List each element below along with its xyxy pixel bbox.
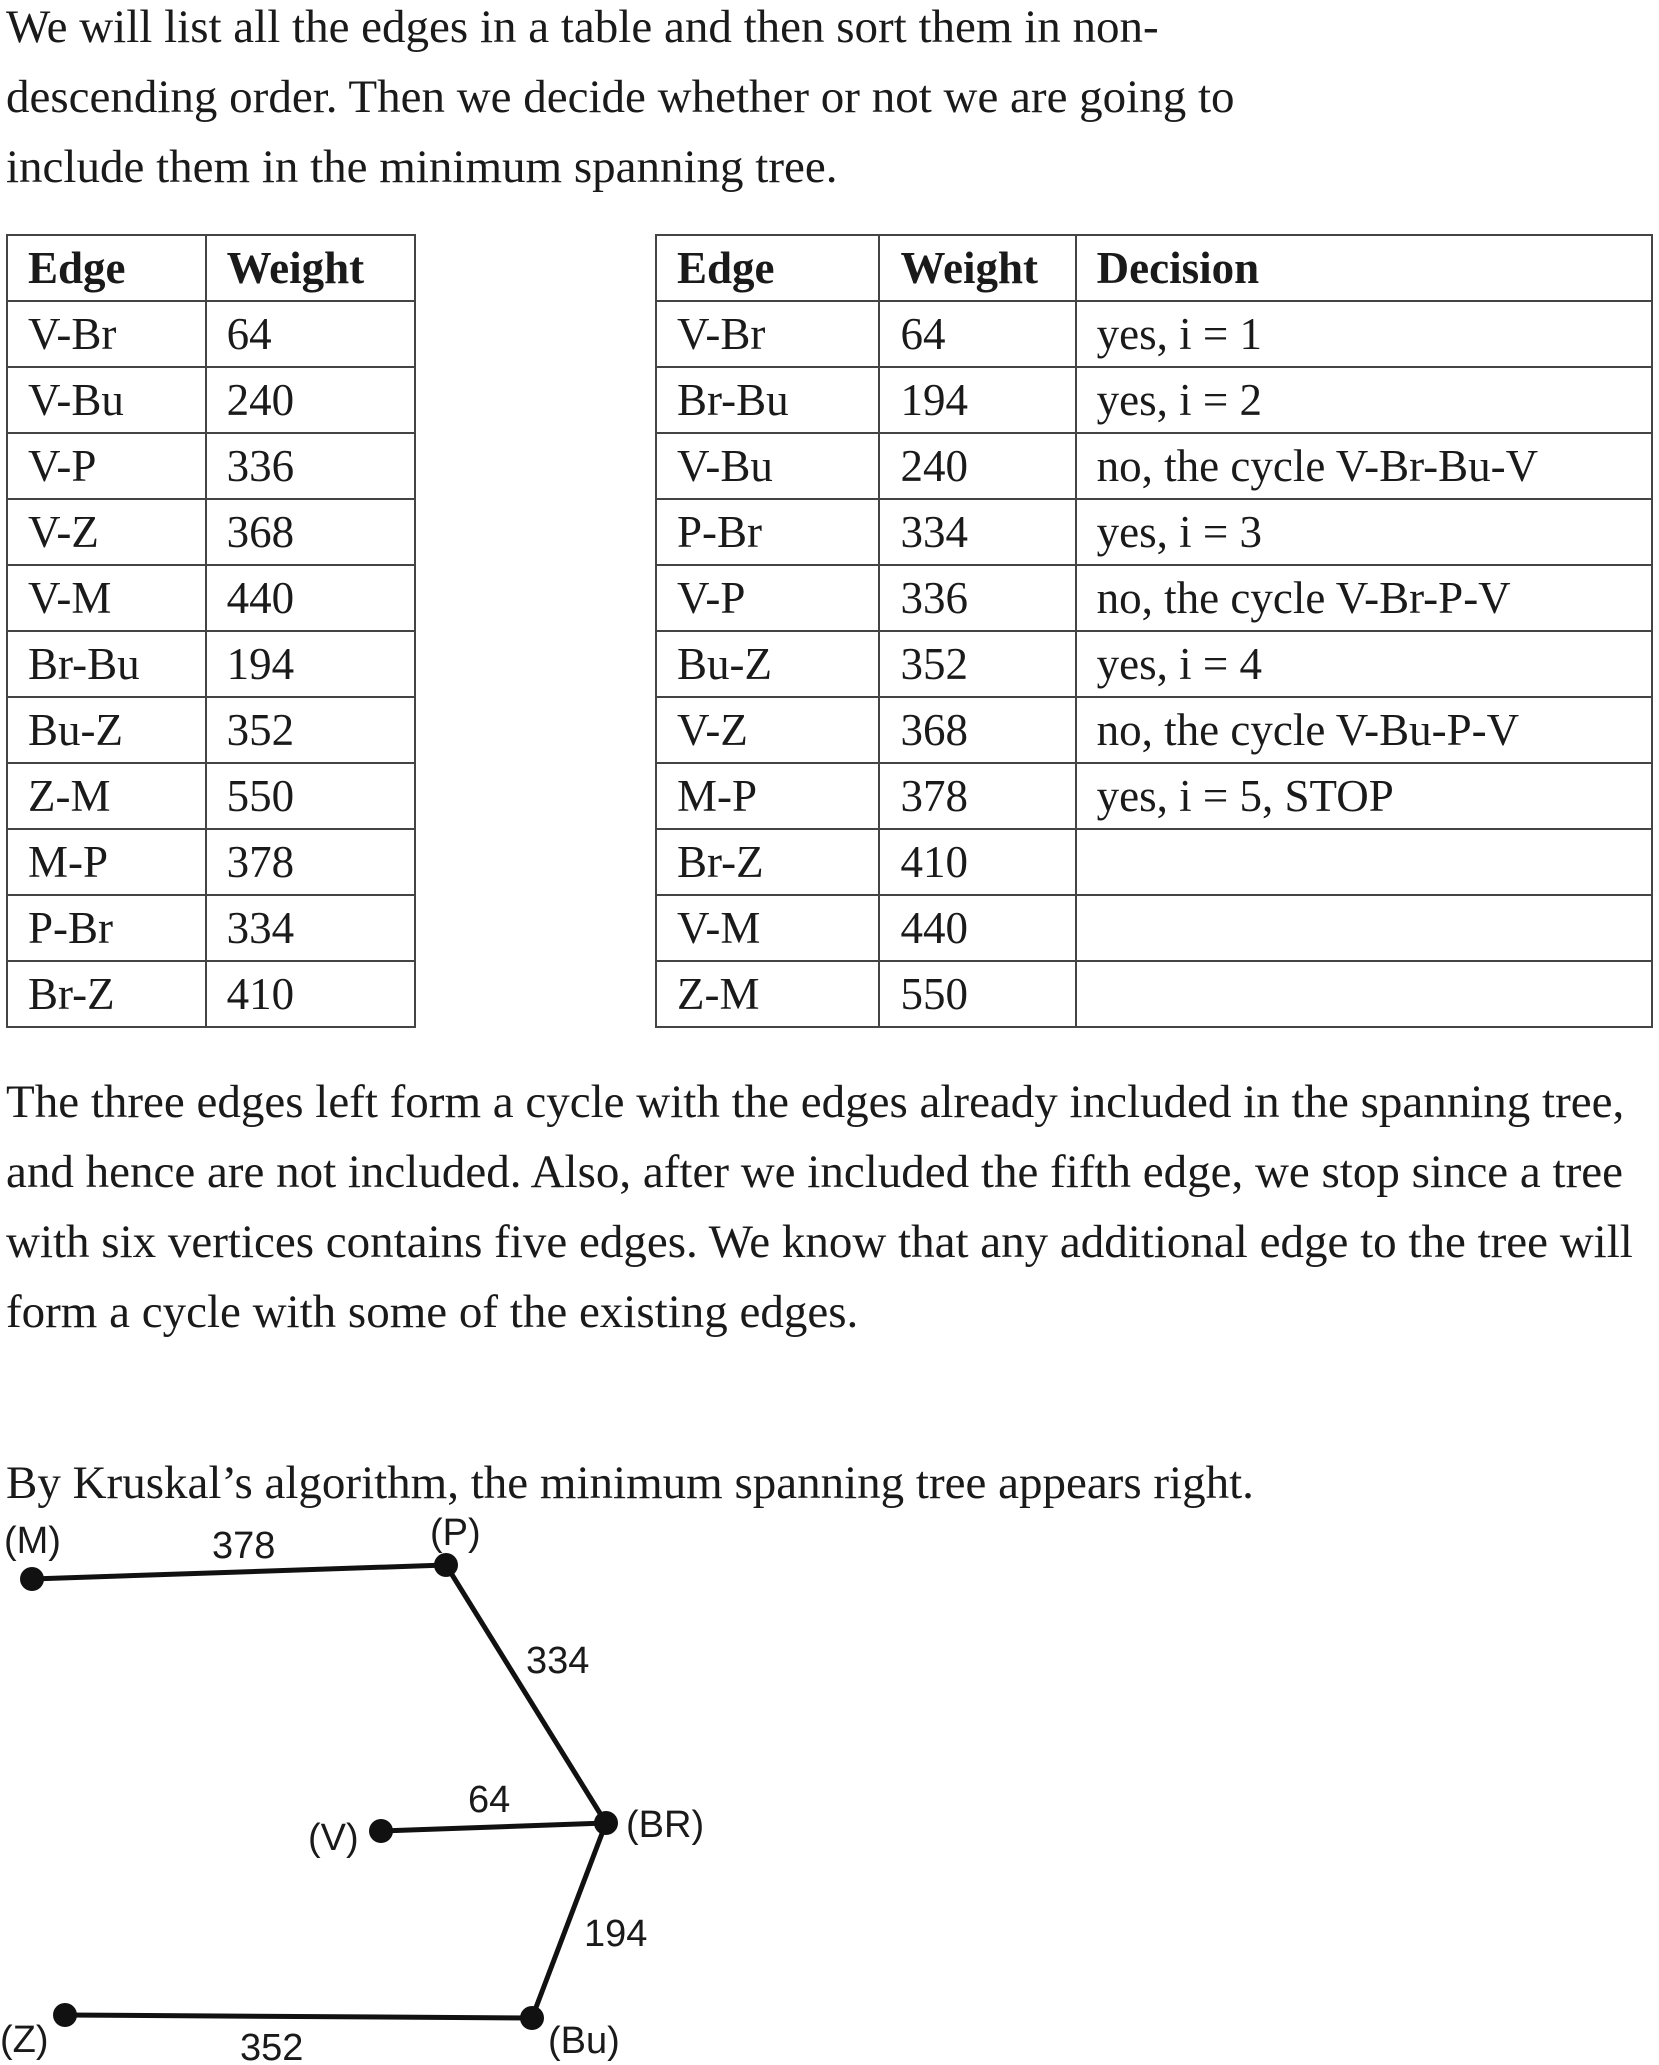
- column-header-weight: Weight: [879, 235, 1075, 301]
- vertex-label: (V): [308, 1817, 359, 1859]
- edge-cell: Br-Bu: [656, 367, 879, 433]
- table-row: [656, 433, 1652, 499]
- vertex-m: [20, 1567, 44, 1591]
- table-row: [7, 631, 415, 697]
- vertex-label: (P): [430, 1512, 481, 1554]
- weight-cell: 194: [879, 367, 1075, 433]
- weight-cell: 550: [879, 961, 1075, 1027]
- edge-cell: Z-M: [7, 763, 206, 829]
- table-row: [7, 895, 415, 961]
- edge-cell: V-Br: [656, 301, 879, 367]
- edge-cell: Br-Z: [7, 961, 206, 1027]
- decision-cell: yes, i = 2: [1076, 367, 1652, 433]
- decision-cell: no, the cycle V-Br-Bu-V: [1076, 433, 1652, 499]
- decision-cell: yes, i = 4: [1076, 631, 1652, 697]
- decision-cell: no, the cycle V-Br-P-V: [1076, 565, 1652, 631]
- edge-weight-label: 378: [212, 1525, 276, 1567]
- table-row: [7, 433, 415, 499]
- decision-cell: no, the cycle V-Bu-P-V: [1076, 697, 1652, 763]
- table-row: [7, 961, 415, 1027]
- weight-cell: 334: [879, 499, 1075, 565]
- edge-cell: V-Bu: [7, 367, 206, 433]
- weight-cell: 334: [206, 895, 415, 961]
- column-header-decision: Decision: [1076, 235, 1652, 301]
- weight-cell: 240: [206, 367, 415, 433]
- edge-weight-label: 334: [526, 1640, 590, 1682]
- edge-cell: P-Br: [7, 895, 206, 961]
- weight-cell: 240: [879, 433, 1075, 499]
- weight-cell: 368: [879, 697, 1075, 763]
- table-header-row: [7, 235, 415, 301]
- edge-cell: P-Br: [656, 499, 879, 565]
- weight-cell: 194: [206, 631, 415, 697]
- edge-cell: Br-Bu: [7, 631, 206, 697]
- weight-cell: 378: [879, 763, 1075, 829]
- decision-cell: [1076, 895, 1652, 961]
- edge-cell: Br-Z: [656, 829, 879, 895]
- weight-cell: 352: [206, 697, 415, 763]
- table-row: [7, 697, 415, 763]
- vertex-label: (BR): [626, 1804, 705, 1846]
- table-row: [7, 499, 415, 565]
- edge-cell: V-P: [7, 433, 206, 499]
- edge-Z-Bu: [65, 2015, 532, 2018]
- vertex-br: [594, 1811, 618, 1835]
- table-row: [7, 763, 415, 829]
- table-row: [7, 301, 415, 367]
- weight-cell: 64: [206, 301, 415, 367]
- table-row: [7, 367, 415, 433]
- column-header-weight: Weight: [206, 235, 415, 301]
- vertex-label: (M): [4, 1520, 61, 1562]
- edge-cell: M-P: [7, 829, 206, 895]
- weight-cell: 336: [206, 433, 415, 499]
- edge-cell: V-Br: [7, 301, 206, 367]
- weight-cell: 64: [879, 301, 1075, 367]
- weight-cell: 550: [206, 763, 415, 829]
- intro-paragraph: We will list all the edges in a table and then sort them in non-descending order. Then we decide whether or not we are going to include them in the minimum spanning tree.: [6, 1, 1235, 193]
- edge-cell: M-P: [656, 763, 879, 829]
- edge-cell: V-P: [656, 565, 879, 631]
- edge-cell: Bu-Z: [7, 697, 206, 763]
- decision-cell: yes, i = 3: [1076, 499, 1652, 565]
- table-row: [656, 829, 1652, 895]
- edge-weight-label: 194: [584, 1913, 648, 1955]
- table-row: [656, 367, 1652, 433]
- conclusion-paragraph: By Kruskal’s algorithm, the minimum spanning tree appears right.: [6, 1457, 1254, 1509]
- weight-cell: 440: [206, 565, 415, 631]
- vertex-label: (Z): [0, 2019, 49, 2061]
- edge-cell: V-Z: [7, 499, 206, 565]
- edge-M-P: [32, 1565, 446, 1579]
- table-row: [7, 565, 415, 631]
- table-row: [7, 829, 415, 895]
- edge-weight-label: 64: [468, 1779, 511, 1821]
- weight-cell: 440: [879, 895, 1075, 961]
- column-header-edge: Edge: [7, 235, 206, 301]
- table-row: [656, 499, 1652, 565]
- explanation-paragraph: The three edges left form a cycle with the edges already included in the spanning tree, and hence are not included. Also, after we included the fifth edge, we stop since a tree with six vertices contains five edges. We know that any additional edge to the tree will form a cycle with some of the existing edges.: [6, 1076, 1633, 1338]
- decision-cell: [1076, 961, 1652, 1027]
- weight-cell: 368: [206, 499, 415, 565]
- vertex-v: [369, 1819, 393, 1843]
- edge-cell: V-Bu: [656, 433, 879, 499]
- edge-cell: Bu-Z: [656, 631, 879, 697]
- edge-cell: Z-M: [656, 961, 879, 1027]
- weight-cell: 352: [879, 631, 1075, 697]
- decision-cell: [1076, 829, 1652, 895]
- column-header-edge: Edge: [656, 235, 879, 301]
- vertex-label: (Bu): [548, 2020, 620, 2062]
- table-row: [656, 631, 1652, 697]
- table-row: [656, 895, 1652, 961]
- table-row: [656, 565, 1652, 631]
- vertex-bu: [520, 2006, 544, 2030]
- table-row: [656, 301, 1652, 367]
- weight-cell: 410: [879, 829, 1075, 895]
- table-row: [656, 697, 1652, 763]
- vertex-p: [434, 1553, 458, 1577]
- edge-weight-label: 352: [240, 2027, 304, 2065]
- table-row: [656, 961, 1652, 1027]
- edge-V-BR: [381, 1823, 606, 1831]
- weight-cell: 378: [206, 829, 415, 895]
- spanning-tree-diagram: [0, 1500, 760, 2065]
- edge-cell: V-Z: [656, 697, 879, 763]
- sorted-edges-table: [655, 234, 1653, 1028]
- table-header-row: [656, 235, 1652, 301]
- edge-cell: V-M: [656, 895, 879, 961]
- table-row: [656, 763, 1652, 829]
- decision-cell: yes, i = 5, STOP: [1076, 763, 1652, 829]
- edge-list-table: [6, 234, 416, 1028]
- weight-cell: 336: [879, 565, 1075, 631]
- edge-cell: V-M: [7, 565, 206, 631]
- weight-cell: 410: [206, 961, 415, 1027]
- vertex-z: [53, 2003, 77, 2027]
- decision-cell: yes, i = 1: [1076, 301, 1652, 367]
